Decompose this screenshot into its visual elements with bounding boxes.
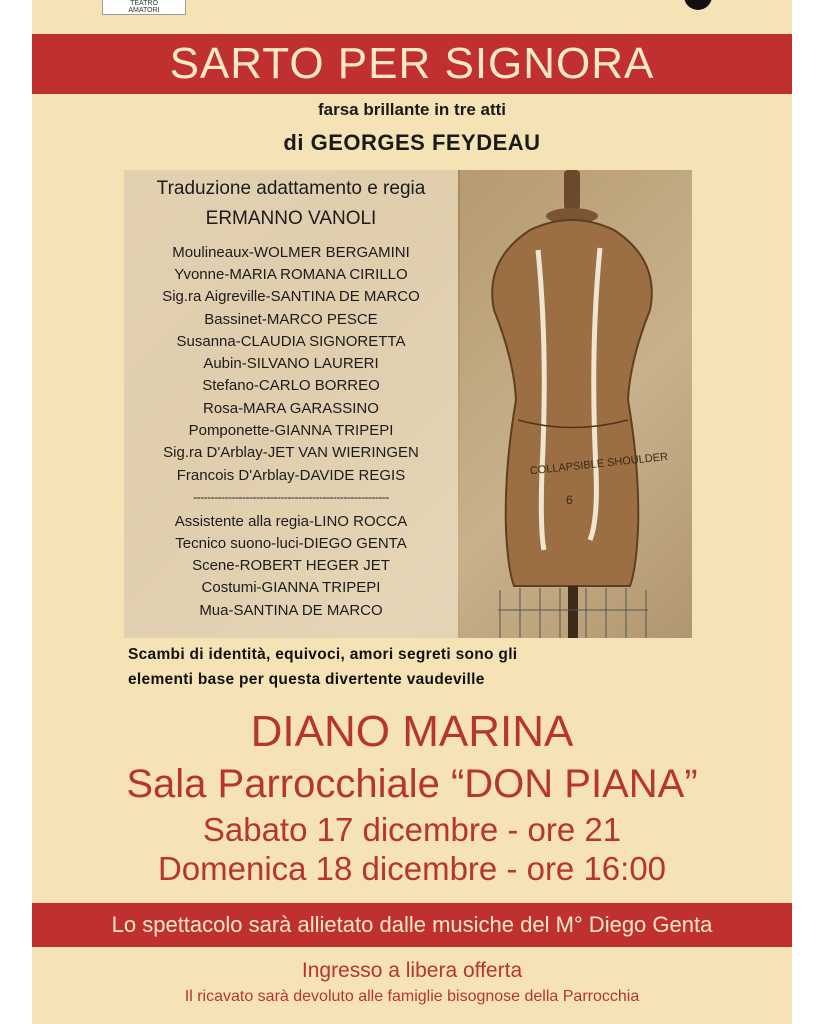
event-date-2: Domenica 18 dicembre - ore 16:00 — [157, 850, 667, 887]
mannequin-label: COLLAPSIBLE SHOULDER — [529, 450, 669, 478]
music-note: Lo spettacolo sarà allietato dalle musiche del M° Diego Genta — [111, 912, 713, 937]
crew-member: Scene-ROBERT HEGER JET — [192, 557, 390, 574]
logo-line-2: AMATORI — [128, 7, 160, 14]
crew-member: Costumi-GIANNA TRIPEPI — [201, 579, 381, 596]
event-date-1: Sabato 17 dicembre - ore 21 — [202, 811, 622, 848]
cast-member: Susanna-CLAUDIA SIGNORETTA — [176, 333, 406, 350]
cast-member: Sig.ra D'Arblay-JET VAN WIERINGEN — [163, 444, 419, 461]
cast-member: Sig.ra Aigreville-SANTINA DE MARCO — [162, 288, 420, 305]
event-venue: Sala Parrocchiale “DON PIANA” — [126, 762, 698, 806]
entry-info: Ingresso a libera offerta — [301, 959, 523, 982]
direction-label: Traduzione adattamento e regia — [156, 178, 426, 199]
event-city: DIANO MARINA — [250, 707, 574, 756]
cast-member: Moulineaux-WOLMER BERGAMINI — [172, 244, 410, 261]
proceeds-info: Il ricavato sarà devoluto alle famiglie bisognose della Parrocchia — [184, 988, 640, 1005]
cast-member: Francois D'Arblay-DAVIDE REGIS — [176, 467, 406, 484]
title-band — [32, 34, 792, 94]
director-name: ERMANNO VANOLI — [205, 208, 377, 229]
poster — [32, 0, 792, 1024]
crew-member: Tecnico suono-luci-DIEGO GENTA — [175, 535, 407, 552]
subtitle: farsa brillante in tre atti — [318, 100, 506, 119]
crew-member: Mua-SANTINA DE MARCO — [199, 602, 383, 619]
theatre-logo — [102, 0, 186, 15]
description — [128, 642, 728, 692]
crew-member: Assistente alla regia-LINO ROCCA — [174, 513, 408, 530]
poster-title: SARTO PER SIGNORA — [169, 39, 655, 88]
corner-circle-icon — [684, 0, 712, 10]
cast-member: Aubin-SILVANO LAURERI — [203, 355, 379, 372]
logo-line-1: TEATRO — [130, 0, 158, 7]
cast-member: Pomponette-GIANNA TRIPEPI — [188, 422, 394, 439]
cast-member: Bassinet-MARCO PESCE — [204, 311, 378, 328]
cast-member: Rosa-MARA GARASSINO — [203, 400, 379, 417]
mannequin-size: 6 — [566, 493, 573, 507]
cast-member: Yvonne-MARIA ROMANA CIRILLO — [174, 266, 408, 283]
cast-member: Stefano-CARLO BORREO — [202, 377, 380, 394]
credits-panel — [124, 170, 458, 638]
description-line-1: Scambi di identità, equivoci, amori segreti sono gli — [128, 646, 518, 663]
dress-form-image — [460, 170, 692, 638]
author: di GEORGES FEYDEAU — [283, 130, 541, 155]
description-line-2: elementi base per questa divertente vaudeville — [128, 671, 485, 688]
credits-separator: -------------------------------------------------------- — [193, 490, 389, 504]
music-band — [32, 903, 792, 947]
